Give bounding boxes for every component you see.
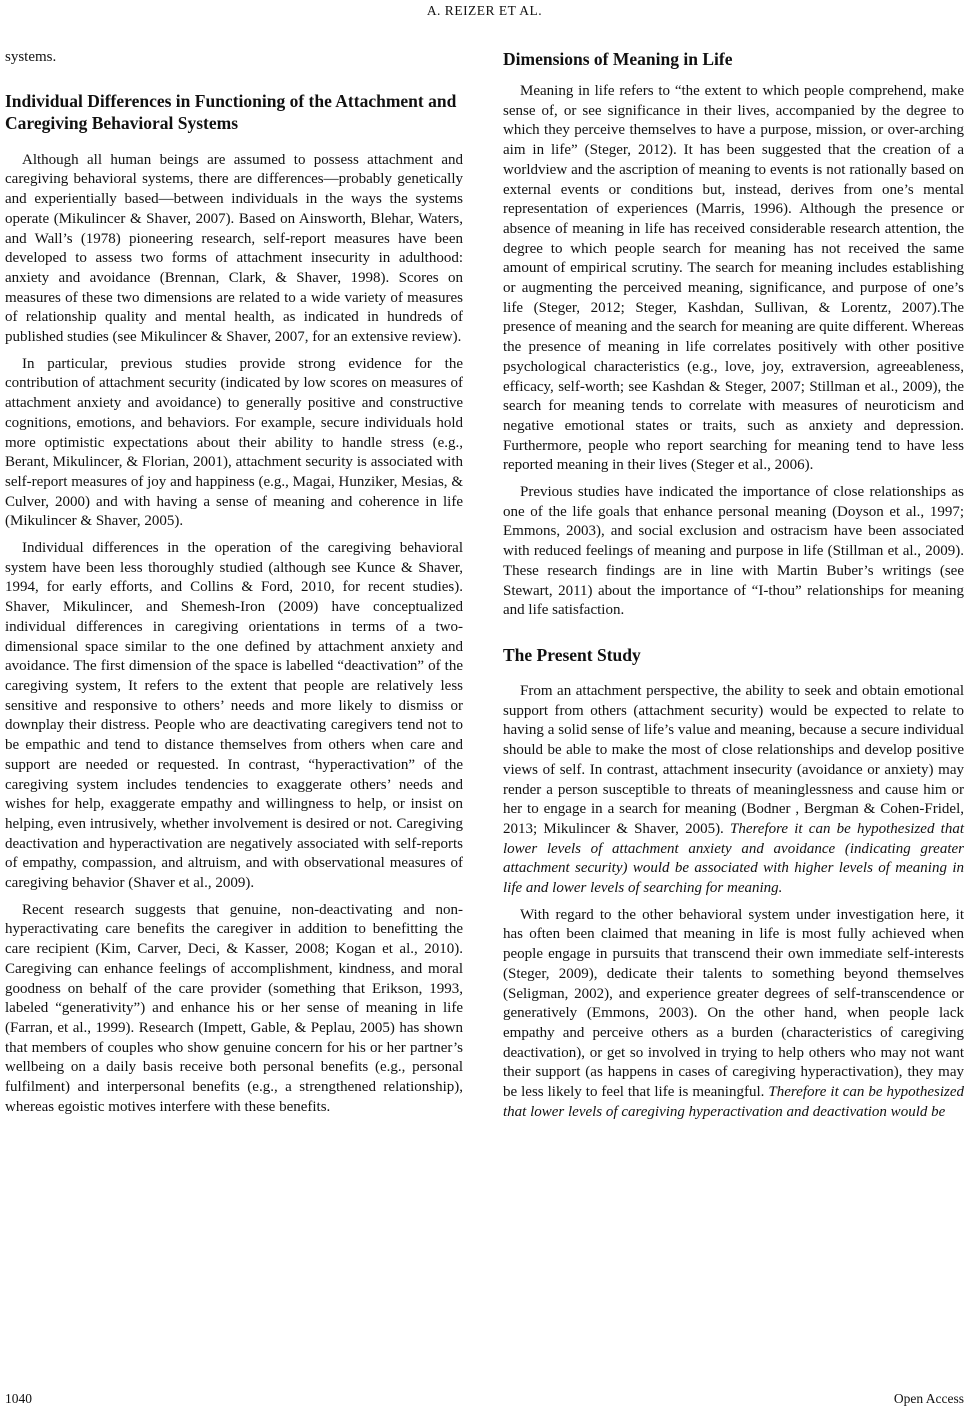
- page-number: 1040: [5, 1391, 32, 1406]
- section-heading-dimensions-of-meaning: Dimensions of Meaning in Life: [503, 49, 733, 69]
- journal-label: Open Access: [893, 1391, 964, 1406]
- left-column: [5, 48, 463, 1124]
- paragraph: Recent research suggests that genuine, non-deactivating and non-hyperactivating care benefits the caregiver in addition to benefitting the care recipient (Kim, Carver, Deci, & Kasser, 2008; Kogan et al., 2010). Caregiving can enhance feelings of accomplishment, kindness, and moral goodness on behalf of the care provider (something that Erikson, 1993, labeled “generativity”) and enhance his or her sense of meaning in life (Farran, et al., 1999). Research (Impett, Gable, & Peplau, 2005) has shown that members of couples who show genuine concern for his or her partner’s wellbeing on a daily basis receive both personal benefits (e.g., personal fulfilment) and interpersonal benefits (e.g., a strengthened relationship), whereas egoistic motives interfere with these benefits.: [5, 901, 463, 1115]
- hypothesis-text: Therefore it can be hypothesized that lower levels of caregiving hyperactivation and deactivation would be: [503, 1084, 964, 1120]
- paragraph: In particular, previous studies provide strong evidence for the contribution of attachment security (indicated by low scores on measures of attachment anxiety and avoidance) to generally positive and constructive cognitions, emotions, and behaviors. For example, secure individuals hold more optimistic expectations about their ability to handle stress (e.g., Berant, Mikulincer, & Florian, 2001), attachment security is associated with self-report measures of joy and happiness (e.g., Magai, Hunziker, Mesias, & Culver, 2000) and with having a sense of meaning and coherence in life (Mikulincer & Shaver, 2005).: [5, 355, 463, 530]
- paragraph: Although all human beings are assumed to possess attachment and caregiving behavioral systems, there are differences—probably genetically and experientially based—between individuals in the ways the systems operate (Mikulincer & Shaver, 2007). Based on Ainsworth, Blehar, Waters, and Wall’s (1978) pioneering research, self-report measures have been developed to assess two forms of attachment insecurity in adulthood: anxiety and avoidance (Brennan, Clark, & Shaver, 1998). Scores on measures of these two dimensions are related to a wide variety of measures of relationship quality and mental health, as indicated in hundreds of published studies (see Mikulincer & Shaver, 2007, for an extensive review).: [5, 151, 463, 346]
- paragraph: Meaning in life refers to “the extent to which people comprehend, make sense of, or see significance in their lives, accompanied by the degree to which they perceive themselves to have a purpose, mission, or over-arching aim in life” (Steger, 2012). It has been suggested that the creation of a worldview and the ascription of meaning to events is not rationally based on external events or conditions but, instead, derives from one’s mental representation of experiences (Marris, 1996). Although the presence or absence of meaning in life has received considerable research attention, the degree to which people search for meaning has not received the same amount of empirical scrutiny. The search for meaning includes establishing or augmenting the perceived meaning, significance, and purpose of one’s life (Steger, 2012; Steger, Kashdan, Sullivan, & Lorentz, 2007).The presence of meaning and the search for meaning are quite different. Whereas the presence of meaning in life correlates positively with other positive psychological characteristics (e.g., love, joy, extraversion, agreeableness, efficacy, self-worth; see Kashdan & Steger, 2007; Stillman et al., 2009), the search for meaning tends to correlate with measures of neuroticism and negative emotional states or traits, such as anxiety and depression. Furthermore, people who report searching for meaning tend to have less reported meaning in their lives (Steger et al., 2006).: [503, 83, 964, 474]
- continued-text: systems.: [5, 49, 57, 65]
- paragraph: [503, 682, 964, 899]
- right-column: [503, 48, 964, 1129]
- paragraph: Individual differences in the operation of the caregiving behavioral system have been less thoroughly studied (although see Kunce & Shaver, 1994, for early efforts, and Collins & Ford, 2010, for recent studies). Shaver, Mikulincer, and Shemesh-Iron (2009) have conceptualized individual differences in caregiving orientations in terms of a two-dimensional space similar to the one defined by attachment anxiety and avoidance. The first dimension of the space is labelled “deactivation” of the caregiving system, It refers to the extent that people are relatively less sensitive and responsive to others’ needs and more likely to dismiss or downplay their distress. People who are deactivating caregivers tend not to be empathic and tend to distance themselves from others when care and support are needed or requested. In contrast, “hyperactivation” of the caregiving system includes tendencies to exaggerate others’ needs and wishes for help, exaggerate empathy and willingness to help, or insist on helping, even intrusively, whether involvement is desired or not. Caregiving deactivation and hyperactivation are negatively associated with self-reports of empathy, compassion, and altruism, and with observational measures of caregiving behavior (Shaver et al., 2009).: [5, 540, 463, 892]
- paragraph-text: With regard to the other behavioral system under investigation here, it has often been claimed that meaning in life is most fully achieved when people engage in pursuits that transcend their own immediate self-interests (Steger, 2009), dedicate their talents to something beyond themselves (Seligman, 2002), and experience greater degrees of self-transcendence or generatively (Emmons, 2003). On the other hand, when people lack empathy and perceive others as a burden (characteristics of caregiving deactivation), or get so involved in trying to help others who may not want their support (as happens in cases of caregiving hyperactivation), they may be less likely to feel that life is meaningful.: [503, 906, 964, 1101]
- hypothesis-text: Therefore it can be hypothesized that lower levels of attachment anxiety and avoidance (indicating greater attachment security) would be associated with higher levels of meaning in life and lower levels of searching for meaning.: [503, 820, 964, 897]
- section-heading-present-study: The Present Study: [503, 644, 641, 665]
- running-head: A. REIZER ET AL.: [426, 3, 543, 18]
- paragraph-text: From an attachment perspective, the ability to seek and obtain emotional support from others (attachment security) would be expected to relate to having a solid sense of life’s value and meaning, because a secure individual should be able to make the most of close relationships and develop positive views of self. In contrast, attachment insecurity (avoidance or anxiety) may render a person susceptible to threats of meaninglessness and cause him or her to engage in a search for meaning (Bodner , Bergman & Cohen-Fridel, 2013; Mikulincer & Shaver, 2005).: [503, 682, 964, 837]
- paragraph: Previous studies have indicated the importance of close relationships as one of the life goals that enhance personal meaning (Doyson et al., 1997; Emmons, 2003), and social exclusion and ostracism have been associated with reduced feelings of meaning and purpose in life (Stillman et al., 2009). These research findings are in line with Martin Buber’s writings (see Stewart, 2011) about the importance of “I-thou” relationships for meaning and life satisfaction.: [503, 484, 964, 619]
- paragraph: [503, 906, 964, 1123]
- section-heading-individual-differences: Individual Differences in Functioning of the Attachment and Caregiving Behavioral Systems: [5, 90, 457, 133]
